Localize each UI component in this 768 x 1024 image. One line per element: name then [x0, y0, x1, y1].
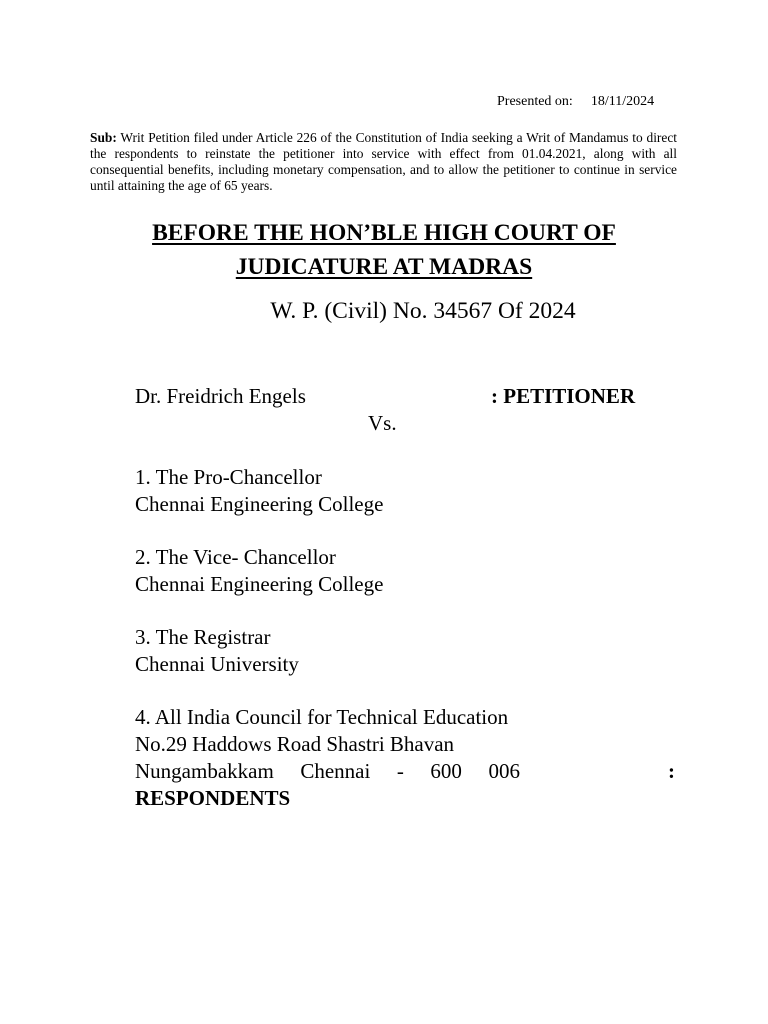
respondent-4-city	[135, 758, 520, 785]
subject-paragraph	[90, 130, 677, 194]
city-word: 600	[430, 759, 462, 783]
respondents-label: RESPONDENTS	[135, 786, 291, 810]
subject-text: Writ Petition filed under Article 226 of the Constitution of India seeking a Writ of Mandamus to direct the respondents to reinstate the petitioner into service with effect from 01.04.2021, along with all consequential benefits, including monetary compensation, and to allow the petitioner to continue in service until attaining the age of 65 years.	[90, 130, 677, 193]
presented-on	[497, 94, 654, 110]
respondent-1-title: 1. The Pro-Chancellor	[135, 465, 322, 489]
respondent-2-title: 2. The Vice- Chancellor	[135, 545, 336, 569]
respondent-4-address: No.29 Haddows Road Shastri Bhavan	[135, 732, 455, 756]
court-title-line2: JUDICATURE AT MADRAS	[235, 254, 533, 280]
case-number: W. P. (Civil) No. 34567 Of 2024	[270, 298, 576, 324]
city-word: Chennai	[300, 759, 371, 783]
city-word: Nungambakkam	[135, 759, 274, 783]
city-word: 006	[488, 759, 520, 783]
subject-label: Sub:	[90, 130, 117, 145]
versus: Vs.	[368, 411, 397, 435]
respondent-4	[135, 704, 680, 785]
respondent-2	[135, 544, 383, 598]
respondents-colon: :	[668, 759, 675, 783]
petitioner-name: Dr. Freidrich Engels	[135, 384, 306, 408]
presented-date: 18/11/2024	[590, 94, 655, 109]
respondent-4-title: 4. All India Council for Technical Education	[135, 705, 509, 729]
petitioner-label: : PETITIONER	[491, 384, 636, 408]
respondent-1	[135, 464, 383, 518]
presented-label: Presented on:	[497, 94, 573, 109]
court-title-line1: BEFORE THE HON’BLE HIGH COURT OF	[152, 220, 616, 246]
respondent-3-title: 3. The Registrar	[135, 625, 271, 649]
respondent-3-org: Chennai University	[135, 652, 299, 676]
city-word: -	[396, 759, 404, 783]
respondent-2-org: Chennai Engineering College	[135, 572, 384, 596]
respondent-1-org: Chennai Engineering College	[135, 492, 384, 516]
respondent-3	[135, 624, 299, 678]
court-title	[100, 216, 668, 284]
